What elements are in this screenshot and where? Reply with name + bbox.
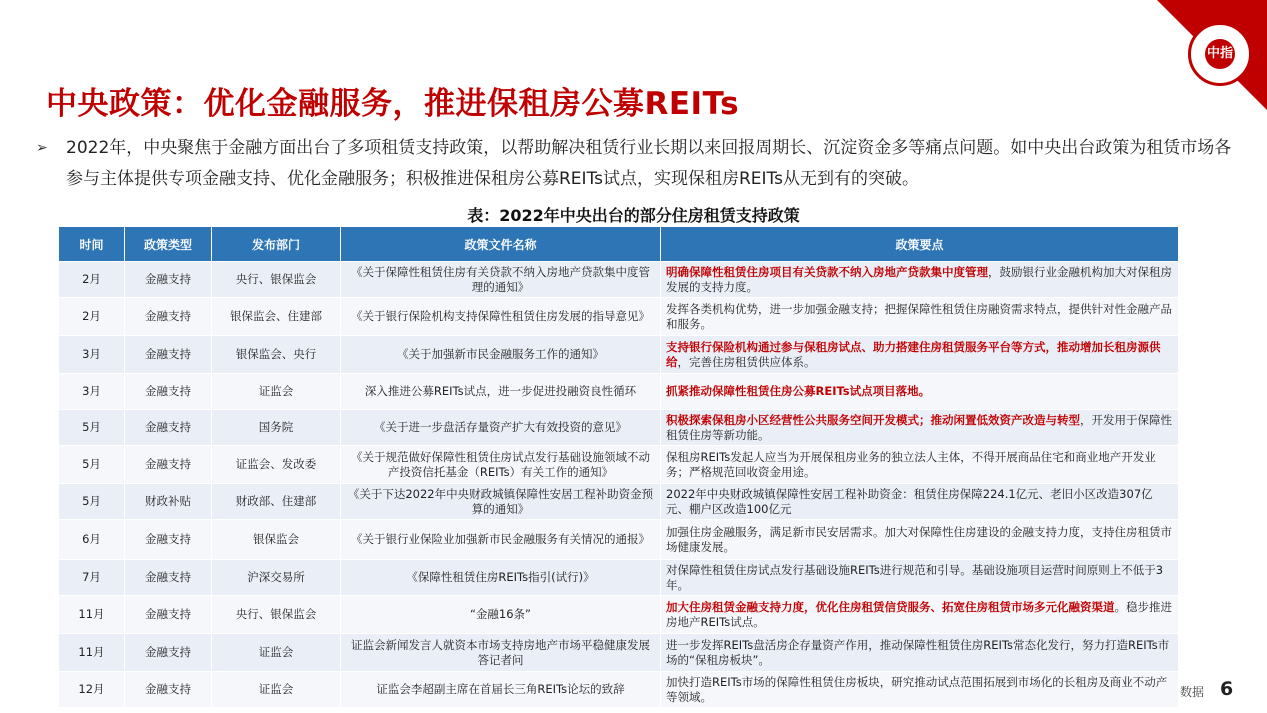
cell-dept: 证监会	[212, 374, 341, 410]
cell-points	[661, 672, 1179, 708]
cell-time: 11月	[59, 596, 125, 634]
cell-type: 金融支持	[125, 262, 212, 298]
points-text: 发挥各类机构优势，进一步加强金融支持；把握保障性租赁住房融资需求特点，提供针对性金融产品和服务。	[666, 301, 1172, 331]
points-text: 保租房REITs发起人应当为开展保租房业务的独立法人主体，不得开展商品住宅和商业地产开发业务；严格规范回收资金用途。	[666, 449, 1156, 479]
cell-type: 财政补贴	[125, 484, 212, 520]
cell-time: 5月	[59, 484, 125, 520]
table-row	[59, 374, 1179, 410]
cell-doc: 《关于银行保险机构支持保障性租赁住房发展的指导意见》	[341, 298, 661, 336]
page-number: 6	[1220, 678, 1234, 700]
cell-type: 金融支持	[125, 298, 212, 336]
cell-points	[661, 484, 1179, 520]
cell-type: 金融支持	[125, 446, 212, 484]
highlight-text: 明确保障性租赁住房项目有关贷款不纳入房地产贷款集中度管理	[666, 264, 988, 279]
points-text: ，完善住房租赁供应体系。	[677, 354, 816, 369]
cell-points	[661, 262, 1179, 298]
cell-doc: 证监会新闻发言人就资本市场支持房地产市场平稳健康发展答记者问	[341, 634, 661, 672]
cell-dept: 证监会	[212, 672, 341, 708]
points-text: 。稳步推进房地产REITs试点。	[666, 599, 1172, 629]
table-row	[59, 634, 1179, 672]
cell-doc: “金融16条”	[341, 596, 661, 634]
cell-dept: 财政部、住建部	[212, 484, 341, 520]
points-text: 2022年中央财政城镇保障性安居工程补助资金：租赁住房保障224.1亿元、老旧小区改造307亿元、棚户区改造100亿元	[666, 486, 1153, 516]
cell-points	[661, 520, 1179, 560]
table-header-row	[59, 227, 1179, 262]
cell-points	[661, 336, 1179, 374]
cell-time: 11月	[59, 634, 125, 672]
header-type: 政策类型	[125, 227, 212, 262]
bullet-arrow-icon: ➢	[36, 140, 48, 156]
intro-paragraph: 2022年，中央聚焦于金融方面出台了多项租赁支持政策，以帮助解决租赁行业长期以来回报周期长、沉淀资金多等痛点问题。如中央出台政策为租赁市场各参与主体提供专项金融支持、优化金融服务；积极推进保租房公募REITs试点，实现保租房REITs从无到有的突破。	[66, 138, 1232, 189]
cell-type: 金融支持	[125, 374, 212, 410]
cell-type: 金融支持	[125, 520, 212, 560]
cell-dept: 银保监会	[212, 520, 341, 560]
points-text: ，鼓励银行业金融机构加大对保租房发展的支持力度。	[666, 264, 1172, 294]
header-points: 政策要点	[661, 227, 1179, 262]
cell-points	[661, 298, 1179, 336]
cell-time: 5月	[59, 410, 125, 446]
cell-time: 5月	[59, 446, 125, 484]
header-time: 时间	[59, 227, 125, 262]
cell-time: 7月	[59, 560, 125, 596]
cell-dept: 沪深交易所	[212, 560, 341, 596]
header-doc: 政策文件名称	[341, 227, 661, 262]
table-body	[59, 262, 1179, 708]
cell-doc: 《关于保障性租赁住房有关贷款不纳入房地产贷款集中度管理的通知》	[341, 262, 661, 298]
cell-dept: 证监会	[212, 634, 341, 672]
cell-points	[661, 446, 1179, 484]
table-row	[59, 446, 1179, 484]
table-row	[59, 410, 1179, 446]
table-row	[59, 298, 1179, 336]
cell-time: 12月	[59, 672, 125, 708]
source-note: 数据	[1180, 685, 1205, 699]
cell-dept: 央行、银保监会	[212, 596, 341, 634]
cell-time: 3月	[59, 336, 125, 374]
cell-doc: 《关于加强新市民金融服务工作的通知》	[341, 336, 661, 374]
cell-doc: 证监会李超副主席在首届长三角REITs论坛的致辞	[341, 672, 661, 708]
cell-dept: 国务院	[212, 410, 341, 446]
cell-points	[661, 374, 1179, 410]
cell-doc: 《关于下达2022年中央财政城镇保障性安居工程补助资金预算的通知》	[341, 484, 661, 520]
highlight-text: 积极探索保租房小区经营性公共服务空间开发模式；推动闲置低效资产改造与转型	[666, 412, 1080, 427]
header-dept: 发布部门	[212, 227, 341, 262]
points-text: 加强住房金融服务，满足新市民安居需求。加大对保障性住房建设的金融支持力度，支持住房租赁市场健康发展。	[666, 524, 1172, 554]
table-row	[59, 262, 1179, 298]
table-caption: 表：2022年中央出台的部分住房租赁支持政策	[467, 206, 800, 225]
policy-table	[58, 226, 1179, 708]
highlight-text: 抓紧推动保障性租赁住房公募REITs试点项目落地。	[666, 384, 931, 398]
cell-time: 6月	[59, 520, 125, 560]
table-row	[59, 520, 1179, 560]
cell-points	[661, 560, 1179, 596]
cell-type: 金融支持	[125, 634, 212, 672]
cell-doc: 《保障性租赁住房REITs指引(试行)》	[341, 560, 661, 596]
cell-type: 金融支持	[125, 596, 212, 634]
cell-points	[661, 634, 1179, 672]
cell-time: 3月	[59, 374, 125, 410]
cell-type: 金融支持	[125, 672, 212, 708]
cell-dept: 证监会、发改委	[212, 446, 341, 484]
page-title: 中央政策：优化金融服务，推进保租房公募REITs	[46, 86, 740, 122]
table-row	[59, 596, 1179, 634]
cell-points	[661, 596, 1179, 634]
points-text: ，开发用于保障性租赁住房等新功能。	[666, 412, 1172, 442]
points-text: 进一步发挥REITs盘活房企存量资产作用，推动保障性租赁住房REITs常态化发行，努力打造REITs市场的“保租房板块”。	[666, 637, 1170, 667]
table-row	[59, 484, 1179, 520]
cell-doc: 《关于银行业保险业加强新市民金融服务有关情况的通报》	[341, 520, 661, 560]
cell-points	[661, 410, 1179, 446]
points-text: 对保障性租赁住房试点发行基础设施REITs进行规范和引导。基础设施项目运营时间原则上不低于3年。	[666, 562, 1164, 592]
logo-seal	[1188, 22, 1252, 86]
cell-dept: 银保监会、住建部	[212, 298, 341, 336]
cell-dept: 银保监会、央行	[212, 336, 341, 374]
cell-doc: 深入推进公募REITs试点，进一步促进投融资良性循环	[341, 374, 661, 410]
points-text: 加快打造REITs市场的保障性租赁住房板块，研究推动试点范围拓展到市场化的长租房及商业不动产等领域。	[666, 674, 1168, 704]
cell-time: 2月	[59, 298, 125, 336]
highlight-text: 加大住房租赁金融支持力度，优化住房租赁信贷服务、拓宽住房租赁市场多元化融资渠道	[666, 599, 1115, 614]
cell-doc: 《关于规范做好保障性租赁住房试点发行基础设施领域不动产投资信托基金（REITs）有关工作的通知》	[341, 446, 661, 484]
cell-type: 金融支持	[125, 410, 212, 446]
cell-doc: 《关于进一步盘活存量资产扩大有效投资的意见》	[341, 410, 661, 446]
cell-time: 2月	[59, 262, 125, 298]
highlight-text: 支持银行保险机构通过参与保租房试点、助力搭建住房租赁服务平台等方式，推动增加长租房源供给	[666, 339, 1161, 369]
table-row	[59, 336, 1179, 374]
table-row	[59, 560, 1179, 596]
cell-dept: 央行、银保监会	[212, 262, 341, 298]
cell-type: 金融支持	[125, 560, 212, 596]
logo-mark: 中指	[1205, 39, 1235, 69]
table-row	[59, 672, 1179, 708]
cell-type: 金融支持	[125, 336, 212, 374]
